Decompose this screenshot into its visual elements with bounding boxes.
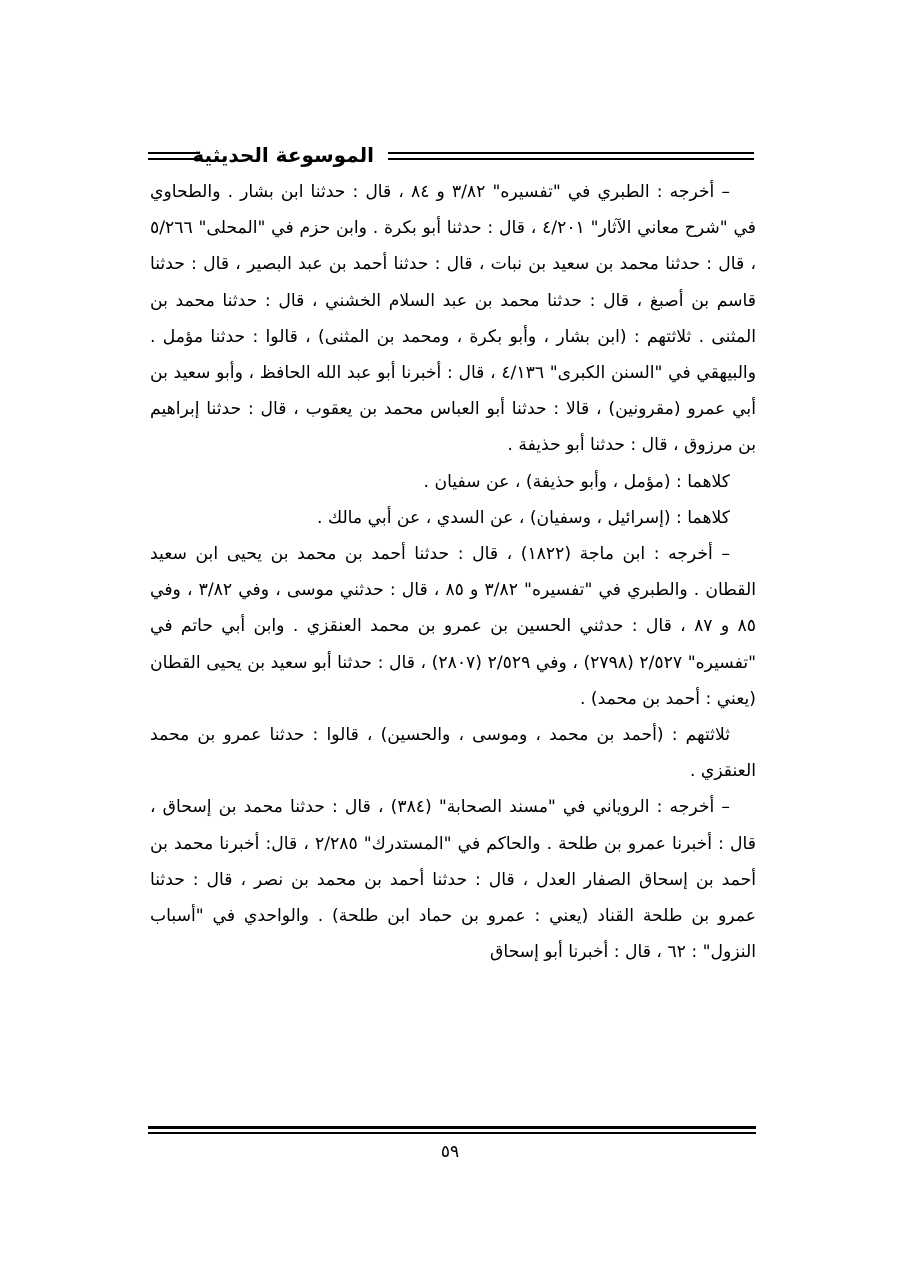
running-header <box>148 140 754 174</box>
paragraph-5: ثلاثتهم : (أحمد بن محمد ، وموسى ، والحسين) ، قالوا : حدثنا عمرو بن محمد العنقزي . <box>150 725 756 782</box>
paragraph-4: – أخرجه : ابن ماجة (١٨٢٢) ، قال : حدثنا أحمد بن محمد بن يحيى ابن سعيد القطان . والطبري في "تفسيره" ٣/٨٢ و ٨٥ ، قال : حدثني موسى ، وفي ٣/٨٢ ، وفي ٨٥ و ٨٧ ، قال : حدثني الحسين بن عمرو بن محمد العنقزي . وابن أبي حاتم في "تفسيره" ٢/٥٢٧ (٢٧٩٨) ، وفي ٢/٥٢٩ (٢٨٠٧) ، قال : حدثنا أبو سعيد بن يحيى القطان (يعني : أحمد بن محمد) . <box>150 544 757 709</box>
paragraph-2: كلاهما : (مؤمل ، وأبو حذيفة) ، عن سفيان . <box>423 471 730 492</box>
body-text <box>150 174 756 970</box>
header-double-rule-right <box>388 152 754 160</box>
book-title: الموسوعة الحديثية <box>192 143 374 167</box>
page-number: ٥٩ <box>440 1142 460 1162</box>
paragraph-3: كلاهما : (إسرائيل ، وسفيان) ، عن السدي ، عن أبي مالك . <box>317 507 730 528</box>
paragraph-1: – أخرجه : الطبري في "تفسيره" ٣/٨٢ و ٨٤ ، قال : حدثنا ابن بشار . والطحاوي في "شرح معاني الآثار" ٤/٢٠١ ، قال : حدثنا أبو بكرة . وابن حزم في "المحلى" ٥/٢٦٦ ، قال : حدثنا محمد بن سعيد بن نبات ، قال : حدثنا أحمد بن عبد البصير ، قال : حدثنا قاسم بن أصبغ ، قال : حدثنا محمد بن عبد السلام الخشني ، قال : حدثنا محمد بن المثنى . ثلاثتهم : (ابن بشار ، وأبو بكرة ، ومحمد بن المثنى) ، قالوا : حدثنا مؤمل . والبيهقي في "السنن الكبرى" ٤/١٣٦ ، قال : أخبرنا أبو عبد الله الحافظ ، وأبو سعيد بن أبي عمرو (مقرونين) ، قالا : حدثنا أبو العباس محمد بن يعقوب ، قال : حدثنا إبراهيم بن مرزوق ، قال : حدثنا أبو حذيفة . <box>150 182 757 456</box>
footer-double-rule <box>148 1126 756 1134</box>
header-double-rule-left <box>148 152 200 160</box>
paragraph-6: – أخرجه : الروياني في "مسند الصحابة" (٣٨٤) ، قال : حدثنا محمد بن إسحاق ، قال : أخبرنا عمرو بن طلحة . والحاكم في "المستدرك" ٢/٢٨٥ ، قال: أخبرنا محمد بن أحمد بن إسحاق الصفار العدل ، قال : حدثنا أحمد بن محمد بن نصر ، قال : حدثنا عمرو بن طلحة القناد (يعني : عمرو بن حماد ابن طلحة) . والواحدي في "أسباب النزول" : ٦٢ ، قال : أخبرنا أبو إسحاق <box>150 797 756 963</box>
